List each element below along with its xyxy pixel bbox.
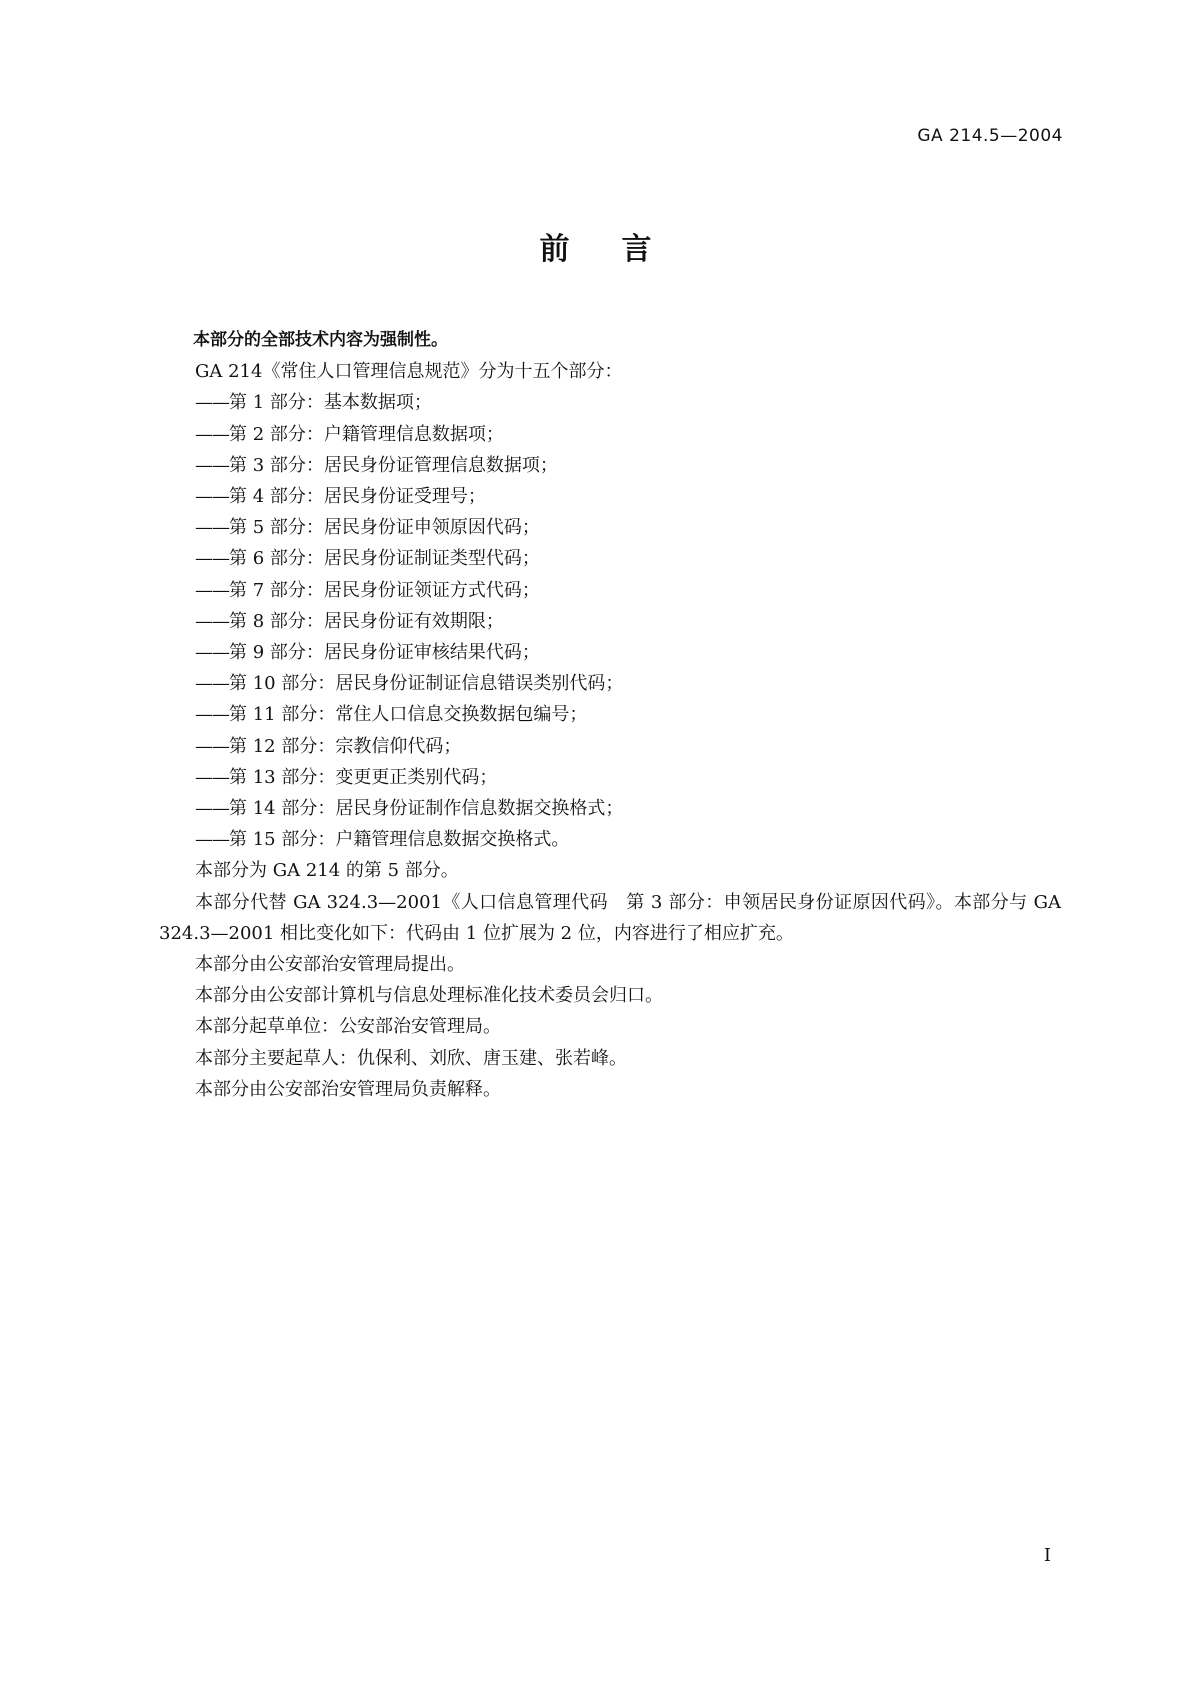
dash-marker: —— bbox=[195, 610, 229, 632]
dash-marker: —— bbox=[195, 423, 229, 445]
dash-marker: —— bbox=[195, 798, 229, 820]
drafting-unit-statement: 本部分起草单位：公安部治安管理局。 bbox=[195, 1016, 501, 1038]
list-item-text: 第 8 部分：居民身份证有效期限； bbox=[229, 610, 504, 632]
list-item bbox=[159, 512, 1061, 543]
list-item-text: 第 3 部分：居民身份证管理信息数据项； bbox=[229, 454, 558, 476]
dash-marker: —— bbox=[195, 454, 229, 476]
list-item bbox=[159, 762, 1061, 793]
list-item-text: 第 12 部分：宗教信仰代码； bbox=[229, 735, 462, 757]
list-item-text: 第 9 部分：居民身份证审核结果代码； bbox=[229, 642, 540, 664]
proposed-by-statement: 本部分由公安部治安管理局提出。 bbox=[195, 954, 465, 976]
list-item bbox=[159, 481, 1061, 512]
list-item bbox=[159, 419, 1061, 450]
list-item bbox=[159, 699, 1061, 730]
dash-marker: —— bbox=[195, 829, 229, 851]
dash-marker: —— bbox=[195, 642, 229, 664]
page-number: I bbox=[1043, 1545, 1051, 1566]
list-item-text: 第 7 部分：居民身份证领证方式代码； bbox=[229, 579, 540, 601]
list-item-text: 第 15 部分：户籍管理信息数据交换格式。 bbox=[229, 829, 570, 851]
drafters-statement: 本部分主要起草人：仇保利、刘欣、唐玉建、张若峰。 bbox=[195, 1047, 627, 1069]
interpretation-statement: 本部分由公安部治安管理局负责解释。 bbox=[195, 1078, 501, 1100]
list-item bbox=[159, 606, 1061, 637]
replaces-statement: 本部分代替 GA 324.3—2001《人口信息管理代码 第 3 部分：申领居民身份证原因代码》。本部分与 GA 324.3—2001 相比变化如下：代码由 1 位扩展为 2 位，内容进行了相应扩充。 bbox=[159, 891, 1061, 944]
document-body bbox=[159, 325, 1061, 1105]
dash-marker: —— bbox=[195, 548, 229, 570]
list-item bbox=[159, 731, 1061, 762]
list-item bbox=[159, 543, 1061, 574]
list-item-text: 第 1 部分：基本数据项； bbox=[229, 392, 432, 414]
list-item-text: 第 4 部分：居民身份证受理号； bbox=[229, 486, 486, 508]
list-item-text: 第 13 部分：变更更正类别代码； bbox=[229, 766, 498, 788]
mandatory-statement: 本部分的全部技术内容为强制性。 bbox=[193, 330, 448, 350]
dash-marker: —— bbox=[195, 392, 229, 414]
list-item-text: 第 14 部分：居民身份证制作信息数据交换格式； bbox=[229, 798, 624, 820]
dash-marker: —— bbox=[195, 486, 229, 508]
list-item bbox=[159, 637, 1061, 668]
dash-marker: —— bbox=[195, 704, 229, 726]
series-intro: GA 214《常住人口管理信息规范》分为十五个部分： bbox=[195, 361, 623, 383]
dash-marker: —— bbox=[195, 735, 229, 757]
dash-marker: —— bbox=[195, 766, 229, 788]
list-item-text: 第 11 部分：常住人口信息交换数据包编号； bbox=[229, 704, 588, 726]
dash-marker: —— bbox=[195, 673, 229, 695]
list-item bbox=[159, 387, 1061, 418]
list-item bbox=[159, 668, 1061, 699]
list-item bbox=[159, 575, 1061, 606]
part-of-statement: 本部分为 GA 214 的第 5 部分。 bbox=[195, 860, 459, 882]
dash-marker: —— bbox=[195, 517, 229, 539]
list-item bbox=[159, 824, 1061, 855]
page-title: 前言 bbox=[539, 232, 704, 267]
centralized-by-statement: 本部分由公安部计算机与信息处理标准化技术委员会归口。 bbox=[195, 985, 663, 1007]
list-item-text: 第 10 部分：居民身份证制证信息错误类别代码； bbox=[229, 673, 624, 695]
list-item-text: 第 5 部分：居民身份证申领原因代码； bbox=[229, 517, 540, 539]
parts-list bbox=[159, 387, 1061, 855]
list-item-text: 第 2 部分：户籍管理信息数据项； bbox=[229, 423, 504, 445]
list-item-text: 第 6 部分：居民身份证制证类型代码； bbox=[229, 548, 540, 570]
list-item bbox=[159, 793, 1061, 824]
standard-code: GA 214.5—2004 bbox=[917, 126, 1063, 146]
list-item bbox=[159, 450, 1061, 481]
dash-marker: —— bbox=[195, 579, 229, 601]
